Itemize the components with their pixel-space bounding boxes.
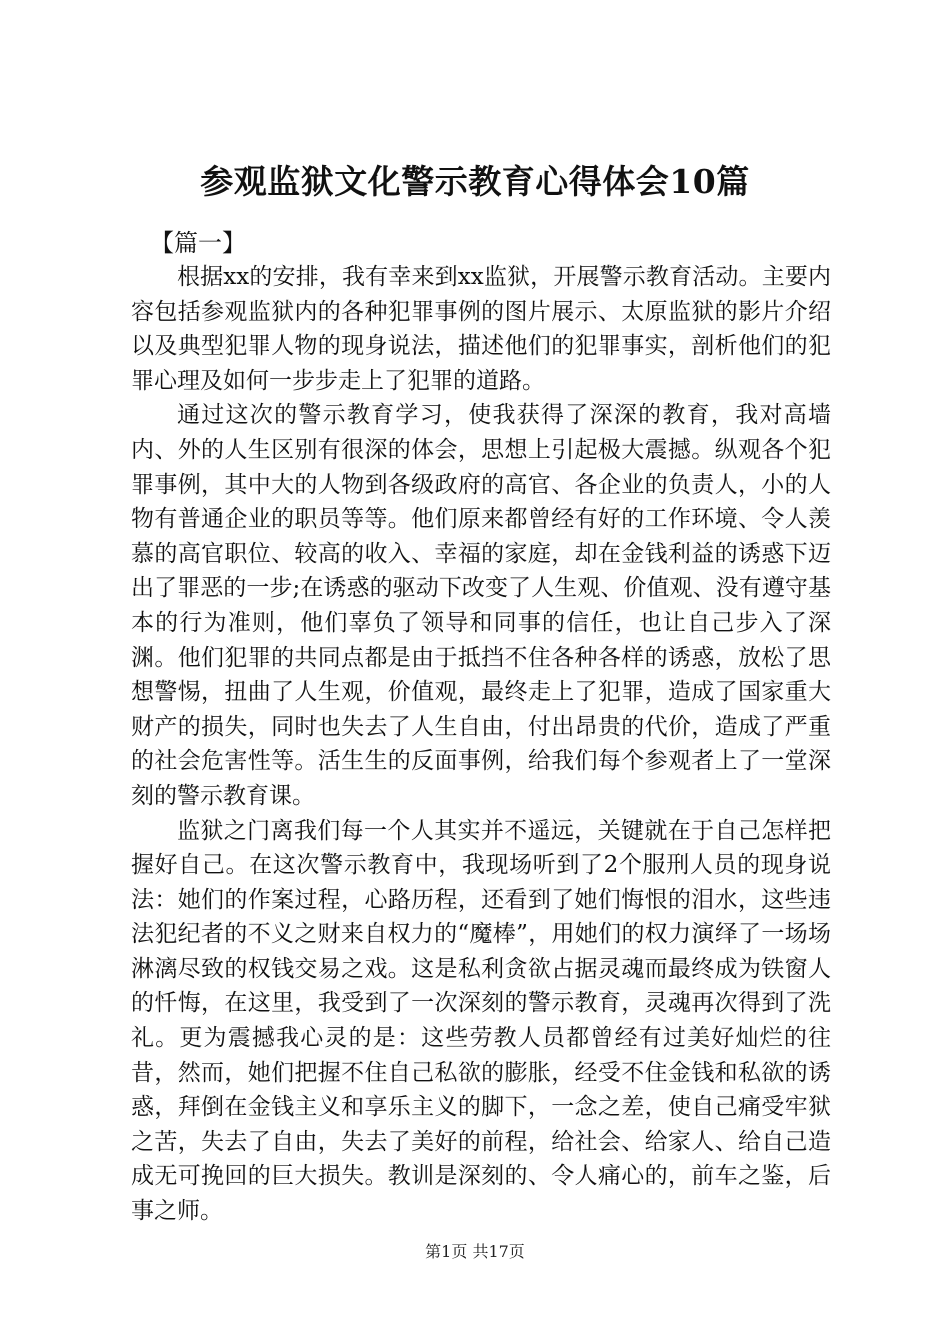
section-heading: 【篇一】	[150, 229, 246, 257]
page-number-footer: 第1页 共17页	[425, 1242, 525, 1261]
document-body	[131, 260, 831, 1229]
document-title: 参观监狱文化警示教育心得体会10篇	[200, 162, 750, 201]
paragraph: 通过这次的警示教育学习，使我获得了深深的教育，我对高墙内、外的人生区别有很深的体会，思想上引起极大震撼。纵观各个犯罪事例，其中大的人物到各级政府的高官、各企业的负责人，小的人物有普通企业的职员等等。他们原来都曾经有好的工作环境、令人羡慕的高官职位、较高的收入、幸福的家庭，却在金钱利益的诱惑下迈出了罪恶的一步;在诱惑的驱动下改变了人生观、价值观、没有遵守基本的行为准则，他们辜负了领导和同事的信任，也让自己步入了深渊。他们犯罪的共同点都是由于抵挡不住各种各样的诱惑，放松了思想警惕，扭曲了人生观，价值观，最终走上了犯罪，造成了国家重大财产的损失，同时也失去了人生自由，付出昂贵的代价，造成了严重的社会危害性等。活生生的反面事例，给我们每个参观者上了一堂深刻的警示教育课。	[131, 402, 831, 809]
paragraph: 根据xx的安排，我有幸来到xx监狱，开展警示教育活动。主要内容包括参观监狱内的各种犯罪事例的图片展示、太原监狱的影片介绍以及典型犯罪人物的现身说法，描述他们的犯罪事实，剖析他们的犯罪心理及如何一步步走上了犯罪的道路。	[131, 264, 831, 394]
paragraph: 监狱之门离我们每一个人其实并不遥远，关键就在于自己怎样把握好自己。在这次警示教育中，我现场听到了2个服刑人员的现身说法：她们的作案过程，心路历程，还看到了她们悔恨的泪水，这些违法犯纪者的不义之财来自权力的“魔棒”，用她们的权力演绎了一场场淋漓尽致的权钱交易之戏。这是私利贪欲占据灵魂而最终成为铁窗人的忏悔，在这里，我受到了一次深刻的警示教育，灵魂再次得到了洗礼。更为震撼我心灵的是：这些劳教人员都曾经有过美好灿烂的往昔，然而，她们把握不住自己私欲的膨胀，经受不住金钱和私欲的诱惑，拜倒在金钱主义和享乐主义的脚下，一念之差，使自己痛受牢狱之苦，失去了自由，失去了美好的前程，给社会、给家人、给自己造成无可挽回的巨大损失。教训是深刻的、令人痛心的，前车之鉴，后事之师。	[131, 817, 831, 1225]
